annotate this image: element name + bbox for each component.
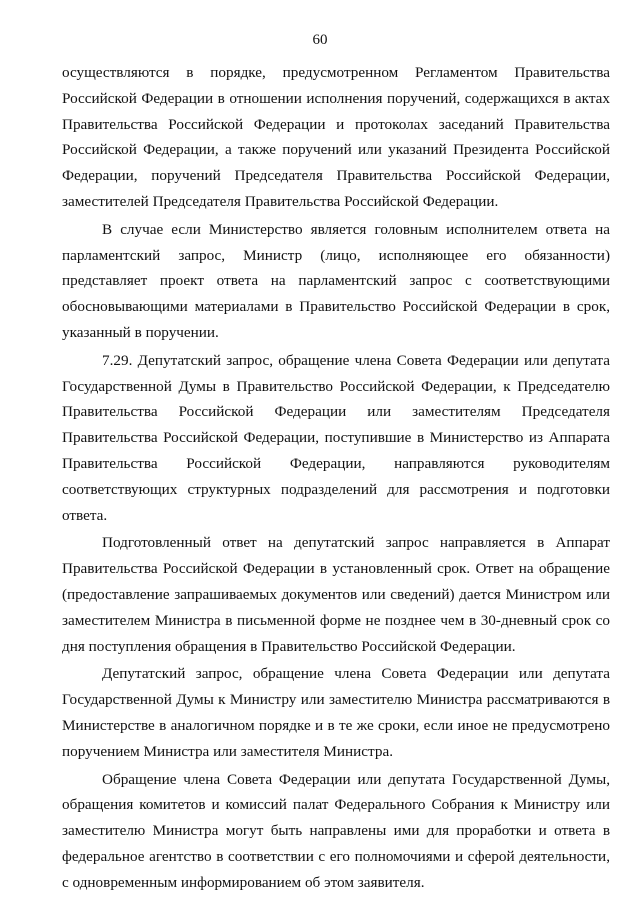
document-body: [62, 60, 610, 896]
paragraph-parliamentary-request: В случае если Министерство является головным исполнителем ответа на парламентский запрос, Министр (лицо, исполняющее его обязанности) представляет проект ответа на парламентский запрос с соответствующими обосновывающими материалами в Правительство Российской Федерации в срок, указанный в поручении.: [62, 220, 610, 341]
paragraph-continuation: осуществляются в порядке, предусмотренном Регламентом Правительства Российской Федерации в отношении исполнения поручений, содержащихся в актах Правительства Российской Федерации и протоколах заседаний Правительства Российской Федерации, а также поручений или указаний Президента Российской Федерации, поручений Председателя Правительства Российской Федерации, заместителей Председателя Правительства Российской Федерации.: [62, 64, 610, 210]
paragraph-section-7-29: 7.29. Депутатский запрос, обращение члена Совета Федерации или депутата Государственной Думы в Правительство Российской Федерации, к Председателю Правительства Российской Федерации или заместителям Председателя Правительства Российской Федерации, поступившие в Министерство из Аппарата Правительства Российской Федерации, направляются руководителям соответствующих структурных подразделений для рассмотрения и подготовки ответа.: [62, 351, 610, 524]
paragraph-deputy-request-to-minister: Депутатский запрос, обращение члена Совета Федерации или депутата Государственной Думы к Министру или заместителю Министра рассматриваются в Министерстве в аналогичном порядке и в те же сроки, если иное не предусмотрено поручением Министра или заместителя Министра.: [62, 665, 610, 760]
page-number: 60: [312, 32, 328, 48]
paragraph-prepared-answer: Подготовленный ответ на депутатский запрос направляется в Аппарат Правительства Российской Федерации в установленный срок. Ответ на обращение (предоставление запрашиваемых документов или сведений) дается Министром или заместителем Министра в письменной форме не позднее чем в 30-дневный срок со дня поступления обращения в Правительство Российской Федерации.: [62, 534, 610, 655]
paragraph-federal-agency-referral: Обращение члена Совета Федерации или депутата Государственной Думы, обращения комитетов и комиссий палат Федерального Собрания к Министру или заместителю Министра могут быть направлены ими для проработки и ответа в федеральное агентство в соответствии с его полномочиями и сферой деятельности, с одновременным информированием об этом заявителя.: [62, 770, 610, 891]
